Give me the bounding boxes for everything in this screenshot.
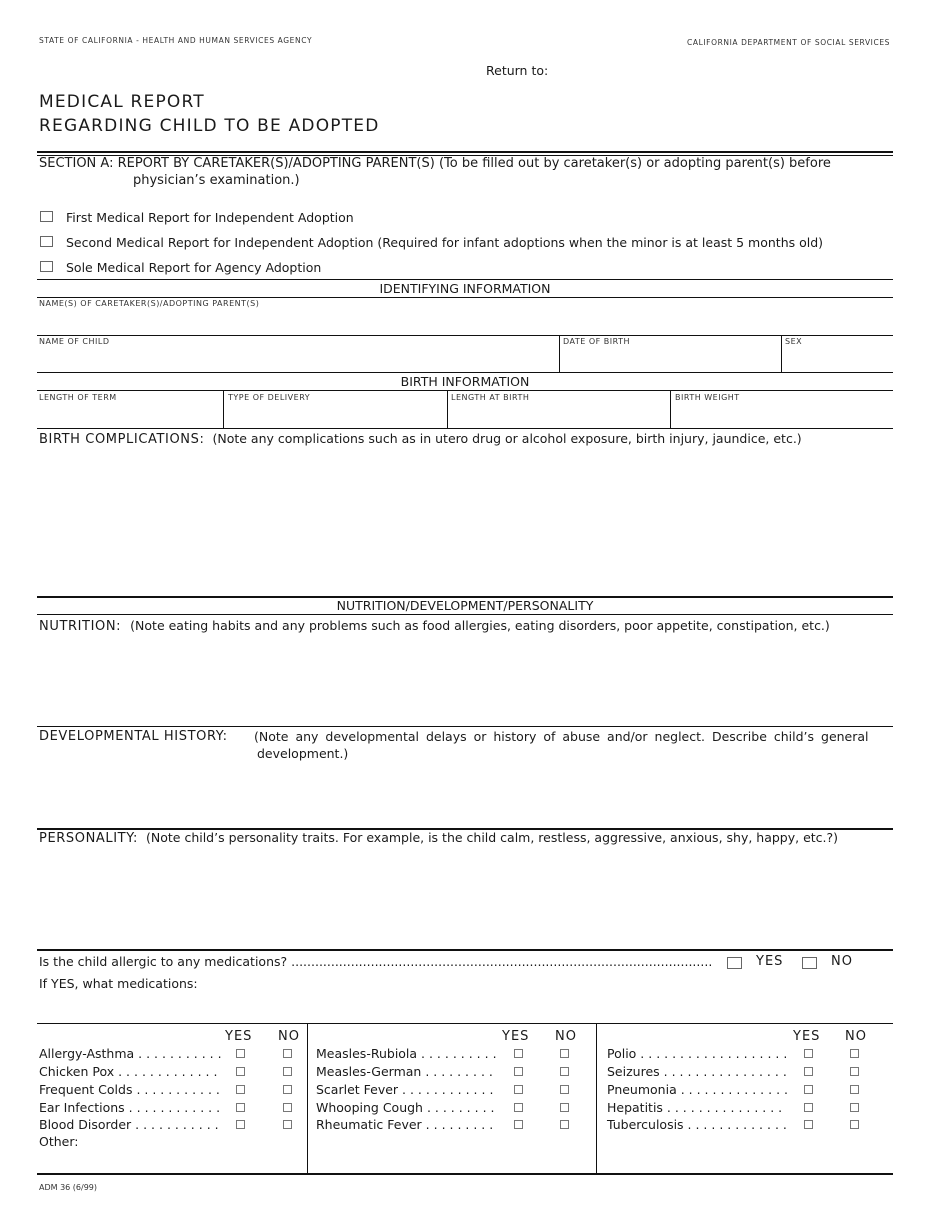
disease-yes-checkbox[interactable]	[514, 1049, 523, 1058]
dob-sex-divider	[781, 335, 782, 372]
disease-no-checkbox[interactable]	[850, 1120, 859, 1129]
disease-row-label: Measles-Rubiola . . . . . . . . . .	[316, 1046, 497, 1061]
disease-no-checkbox[interactable]	[850, 1103, 859, 1112]
col1-no-header: NO	[278, 1029, 300, 1044]
birth-weight-field[interactable]	[672, 404, 891, 427]
disease-row-label: Measles-German . . . . . . . . .	[316, 1064, 493, 1079]
agency-name-right: CALIFORNIA DEPARTMENT OF SOCIAL SERVICES	[687, 38, 891, 47]
allergy-medications-label: If YES, what medications:	[39, 976, 198, 991]
disease-row-label: Hepatitis . . . . . . . . . . . . . . .	[607, 1100, 783, 1115]
col2-no-header: NO	[555, 1029, 577, 1044]
ndp-heading: NUTRITION/DEVELOPMENT/PERSONALITY	[336, 598, 594, 613]
disease-no-checkbox[interactable]	[850, 1049, 859, 1058]
allergy-no-label: NO	[831, 954, 853, 969]
disease-row-label: Chicken Pox . . . . . . . . . . . . .	[39, 1064, 218, 1079]
disease-yes-checkbox[interactable]	[514, 1067, 523, 1076]
col1-yes-header: YES	[225, 1029, 253, 1044]
other-disease-label: Other:	[39, 1134, 79, 1149]
disease-yes-checkbox[interactable]	[804, 1049, 813, 1058]
disease-yes-checkbox[interactable]	[236, 1120, 245, 1129]
allergy-yes-checkbox[interactable]	[727, 957, 742, 969]
section-a-heading: SECTION A: REPORT BY CARETAKER(S)/ADOPTING PARENT(S) (To be filled out by caretaker(s) or adopting parent(s) before	[39, 156, 831, 171]
disease-row-label: Ear Infections . . . . . . . . . . . .	[39, 1100, 221, 1115]
birth-info-heading: BIRTH INFORMATION	[400, 374, 530, 389]
length-of-term-field[interactable]	[37, 404, 221, 427]
disease-no-checkbox[interactable]	[283, 1120, 292, 1129]
personality-note: (Note child’s personality traits. For example, is the child calm, restless, aggressive, anxious, shy, happy, etc.?)	[146, 830, 839, 845]
disease-yes-checkbox[interactable]	[514, 1085, 523, 1094]
disease-row-label: Blood Disorder . . . . . . . . . . .	[39, 1117, 219, 1132]
ndp-heading-rule	[37, 614, 893, 615]
birth-divider-1	[223, 390, 224, 428]
disease-yes-checkbox[interactable]	[236, 1049, 245, 1058]
disease-no-checkbox[interactable]	[560, 1120, 569, 1129]
disease-table-top-rule	[37, 1023, 893, 1024]
child-name-label: NAME OF CHILD	[39, 337, 110, 346]
disease-yes-checkbox[interactable]	[236, 1103, 245, 1112]
identifying-heading-rule	[37, 297, 893, 298]
disease-yes-checkbox[interactable]	[804, 1085, 813, 1094]
child-name-field[interactable]	[37, 348, 557, 372]
nutrition-heading	[39, 618, 830, 634]
disease-no-checkbox[interactable]	[560, 1085, 569, 1094]
option-sole-report-checkbox[interactable]	[40, 261, 53, 272]
birth-complications-label: BIRTH COMPLICATIONS:	[39, 432, 205, 447]
caretaker-name-label: NAME(S) OF CARETAKER(S)/ADOPTING PARENT(S)	[39, 299, 260, 308]
birth-weight-label: BIRTH WEIGHT	[675, 393, 740, 402]
personality-field[interactable]	[37, 849, 893, 945]
caretaker-name-field[interactable]	[37, 310, 893, 334]
return-to-label: Return to:	[486, 63, 549, 78]
option-sole-report-label: Sole Medical Report for Agency Adoption	[66, 260, 322, 275]
length-at-birth-field[interactable]	[449, 404, 668, 427]
form-title-line2: REGARDING CHILD TO BE ADOPTED	[39, 116, 380, 136]
dev-history-note-cont: development.)	[257, 746, 349, 761]
disease-no-checkbox[interactable]	[560, 1049, 569, 1058]
option-first-report-checkbox[interactable]	[40, 211, 53, 222]
disease-row-label: Frequent Colds . . . . . . . . . . .	[39, 1082, 220, 1097]
disease-no-checkbox[interactable]	[283, 1085, 292, 1094]
other-disease-field[interactable]	[85, 1134, 303, 1170]
dob-label: DATE OF BIRTH	[563, 337, 631, 346]
col2-yes-header: YES	[502, 1029, 530, 1044]
dev-history-field[interactable]	[37, 764, 893, 826]
personality-bottom-rule	[37, 949, 893, 951]
disease-no-checkbox[interactable]	[850, 1067, 859, 1076]
nutrition-bottom-rule	[37, 726, 893, 727]
identifying-heading: IDENTIFYING INFORMATION	[379, 281, 551, 296]
nutrition-note: (Note eating habits and any problems such as food allergies, eating disorders, poor appetite, constipation, etc.)	[130, 618, 830, 633]
birth-complications-note: (Note any complications such as in utero drug or alcohol exposure, birth injury, jaundice, etc.)	[212, 431, 802, 446]
allergy-yes-label: YES	[756, 954, 784, 969]
disease-yes-checkbox[interactable]	[236, 1067, 245, 1076]
option-second-report-label: Second Medical Report for Independent Adoption (Required for infant adoptions when the minor is at least 5 months old)	[66, 235, 824, 250]
disease-no-checkbox[interactable]	[560, 1103, 569, 1112]
nutrition-label: NUTRITION:	[39, 619, 122, 634]
allergy-no-checkbox[interactable]	[802, 957, 817, 969]
child-dob-divider	[559, 335, 560, 372]
disease-table-bottom-rule	[37, 1173, 893, 1175]
disease-no-checkbox[interactable]	[283, 1067, 292, 1076]
form-title-line1: MEDICAL REPORT	[39, 92, 205, 112]
disease-row-label: Polio . . . . . . . . . . . . . . . . . . .	[607, 1046, 788, 1061]
disease-yes-checkbox[interactable]	[514, 1103, 523, 1112]
option-first-report-label: First Medical Report for Independent Adoption	[66, 210, 354, 225]
dev-history-note: (Note any developmental delays or history of abuse and/or neglect. Describe child’s general	[254, 729, 869, 744]
sex-field[interactable]	[783, 348, 891, 372]
section-a-heading-cont: physician’s examination.)	[133, 173, 300, 188]
disease-yes-checkbox[interactable]	[804, 1120, 813, 1129]
length-of-term-label: LENGTH OF TERM	[39, 393, 117, 402]
birth-divider-2	[447, 390, 448, 428]
disease-yes-checkbox[interactable]	[804, 1103, 813, 1112]
disease-yes-checkbox[interactable]	[804, 1067, 813, 1076]
allergy-medications-field[interactable]	[200, 976, 890, 1016]
identifying-bottom-rule	[37, 372, 893, 373]
form-id: ADM 36 (6/99)	[39, 1183, 98, 1192]
disease-yes-checkbox[interactable]	[236, 1085, 245, 1094]
birth-bottom-rule	[37, 428, 893, 429]
identifying-top-rule	[37, 279, 893, 280]
disease-no-checkbox[interactable]	[283, 1049, 292, 1058]
allergy-question: Is the child allergic to any medications? ..........................................................................................................	[39, 954, 713, 969]
birth-heading-rule	[37, 390, 893, 391]
disease-row-label: Allergy-Asthma . . . . . . . . . . .	[39, 1046, 222, 1061]
col3-yes-header: YES	[793, 1029, 821, 1044]
disease-row-label: Scarlet Fever . . . . . . . . . . . .	[316, 1082, 494, 1097]
disease-row-label: Seizures . . . . . . . . . . . . . . . .	[607, 1064, 787, 1079]
dev-history-label: DEVELOPMENTAL HISTORY:	[39, 729, 228, 744]
section-a-top-rule	[37, 151, 893, 153]
disease-no-checkbox[interactable]	[850, 1085, 859, 1094]
dob-field[interactable]	[561, 348, 779, 372]
disease-row-label: Whooping Cough . . . . . . . . .	[316, 1100, 495, 1115]
type-of-delivery-field[interactable]	[225, 404, 445, 427]
disease-no-checkbox[interactable]	[283, 1103, 292, 1112]
disease-col-divider-2	[596, 1023, 597, 1173]
birth-complications-field[interactable]	[37, 450, 893, 593]
disease-col-divider-1	[307, 1023, 308, 1173]
birth-divider-3	[670, 390, 671, 428]
disease-row-label: Tuberculosis . . . . . . . . . . . . .	[607, 1117, 787, 1132]
type-of-delivery-label: TYPE OF DELIVERY	[228, 393, 311, 402]
length-at-birth-label: LENGTH AT BIRTH	[451, 393, 530, 402]
personality-heading	[39, 830, 838, 846]
birth-complications-heading	[39, 431, 802, 447]
sex-label: SEX	[785, 337, 803, 346]
disease-no-checkbox[interactable]	[560, 1067, 569, 1076]
personality-label: PERSONALITY:	[39, 831, 138, 846]
caretaker-bottom-rule	[37, 335, 893, 336]
option-second-report-checkbox[interactable]	[40, 236, 53, 247]
disease-row-label: Pneumonia . . . . . . . . . . . . . .	[607, 1082, 788, 1097]
col3-no-header: NO	[845, 1029, 867, 1044]
agency-name-left: STATE OF CALIFORNIA - HEALTH AND HUMAN SERVICES AGENCY	[39, 36, 313, 45]
disease-row-label: Rheumatic Fever . . . . . . . . .	[316, 1117, 494, 1132]
disease-yes-checkbox[interactable]	[514, 1120, 523, 1129]
nutrition-field[interactable]	[37, 637, 893, 723]
